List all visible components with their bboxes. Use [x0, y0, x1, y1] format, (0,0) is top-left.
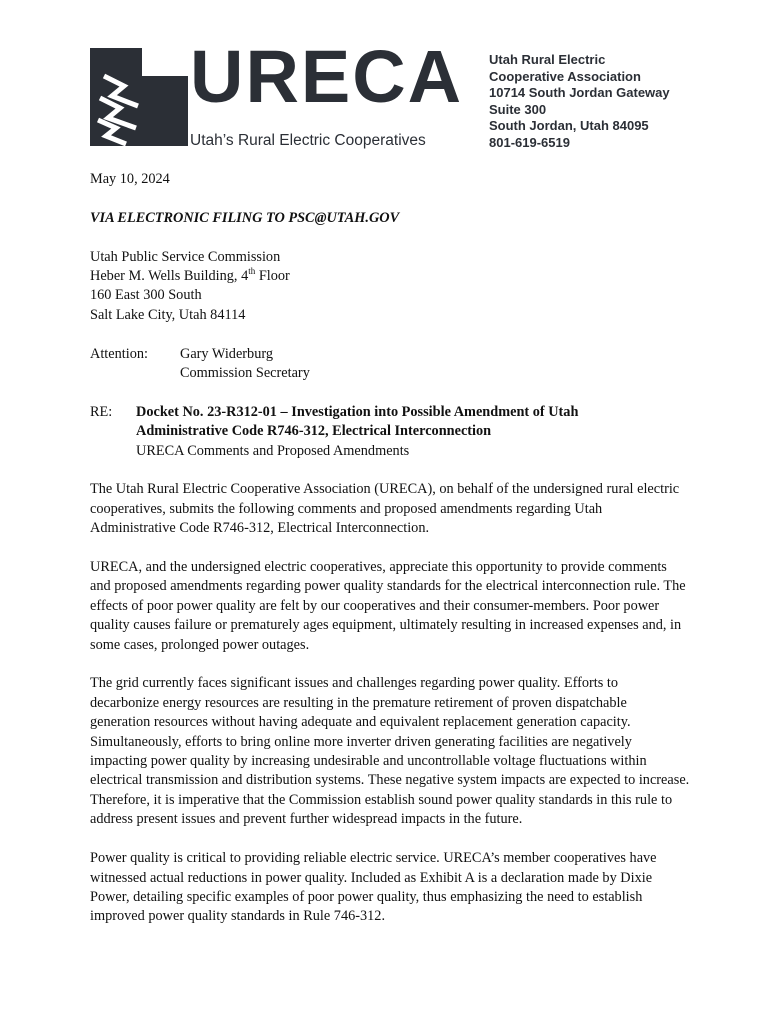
- attention-label: Attention:: [90, 345, 148, 362]
- letterhead-address: [489, 52, 670, 151]
- re-label: RE:: [90, 403, 113, 420]
- letter-body: [90, 170, 690, 927]
- paragraph-1: The Utah Rural Electric Cooperative Association (URECA), on behalf of the undersigned rural electric cooperatives, submits the following comments and proposed amendments regarding Utah Administrative Code R746-312, Electrical Interconnection.: [90, 481, 680, 537]
- re-line2: Administrative Code R746-312, Electrical Interconnection: [136, 423, 492, 440]
- attention-name: Gary Widerburg: [180, 345, 273, 362]
- org-name-line2: Cooperative Association: [489, 68, 641, 84]
- paragraph-4: Power quality is critical to providing reliable electric service. URECA’s member cooperatives have witnessed actual reductions in power quality. Included as Exhibit A is a declaration made by Dixie Power, detailing specific examples of poor power quality, thus emphasizing the need to establish improved power quality standards in Rule 746-312.: [90, 850, 657, 925]
- phone-number: 801-619-6519: [489, 134, 570, 150]
- logo-tagline: Utah’s Rural Electric Cooperatives: [190, 132, 426, 149]
- logo-wordmark: URECA: [190, 35, 464, 118]
- suite: Suite 300: [489, 101, 547, 117]
- ureca-logo: [90, 35, 470, 156]
- recipient-line1: Utah Public Service Commission: [90, 248, 281, 265]
- city-state-zip: South Jordan, Utah 84095: [489, 118, 649, 133]
- paragraph-2: URECA, and the undersigned electric cooperatives, appreciate this opportunity to provide comments and proposed amendments regarding power quality standards for the electrical interconnection rule. The effects of poor power quality are felt by our cooperatives and their consumer-members. Poor power quality causes failure or prematurely ages equipment, ultimately resulting in increased expenses and, in some cases, prolonged power outages.: [90, 559, 686, 653]
- recipient-line3: 160 East 300 South: [90, 287, 202, 304]
- re-block: [90, 403, 690, 461]
- org-name-line1: Utah Rural Electric: [489, 52, 606, 67]
- street-address: 10714 South Jordan Gateway: [489, 85, 670, 100]
- re-line1: Docket No. 23-R312-01 – Investigation into Possible Amendment of Utah: [136, 403, 579, 420]
- attention-title: Commission Secretary: [180, 365, 310, 382]
- re-line3: URECA Comments and Proposed Amendments: [136, 442, 410, 459]
- recipient-line4: Salt Lake City, Utah 84114: [90, 306, 246, 323]
- recipient-line2: Heber M. Wells Building, 4th Floor: [90, 266, 290, 284]
- attention-block: [90, 345, 690, 384]
- paragraph-3: The grid currently faces significant issues and challenges regarding power quality. Efforts to decarbonize energy resources are resulting in the premature retirement of proven dispatchable generation resources without having adequate and equivalent replacement generation capacity. Simultaneously, efforts to bring online more inverter driven generating facilities are negatively impacting power quality by increasing undesirable and uncontrollable voltage fluctuations within electrical transmission and distribution systems. These negative system impacts are expected to increase. Therefore, it is imperative that the Commission establish sound power quality standards in this rule to address present issues and prevent further widespread impacts in the future.: [90, 675, 690, 828]
- recipient-block: [90, 248, 690, 326]
- delivery-method: VIA ELECTRONIC FILING TO PSC@UTAH.GOV: [90, 209, 400, 226]
- utah-lightning-logo-icon: [90, 46, 190, 146]
- letter-date: May 10, 2024: [90, 171, 170, 187]
